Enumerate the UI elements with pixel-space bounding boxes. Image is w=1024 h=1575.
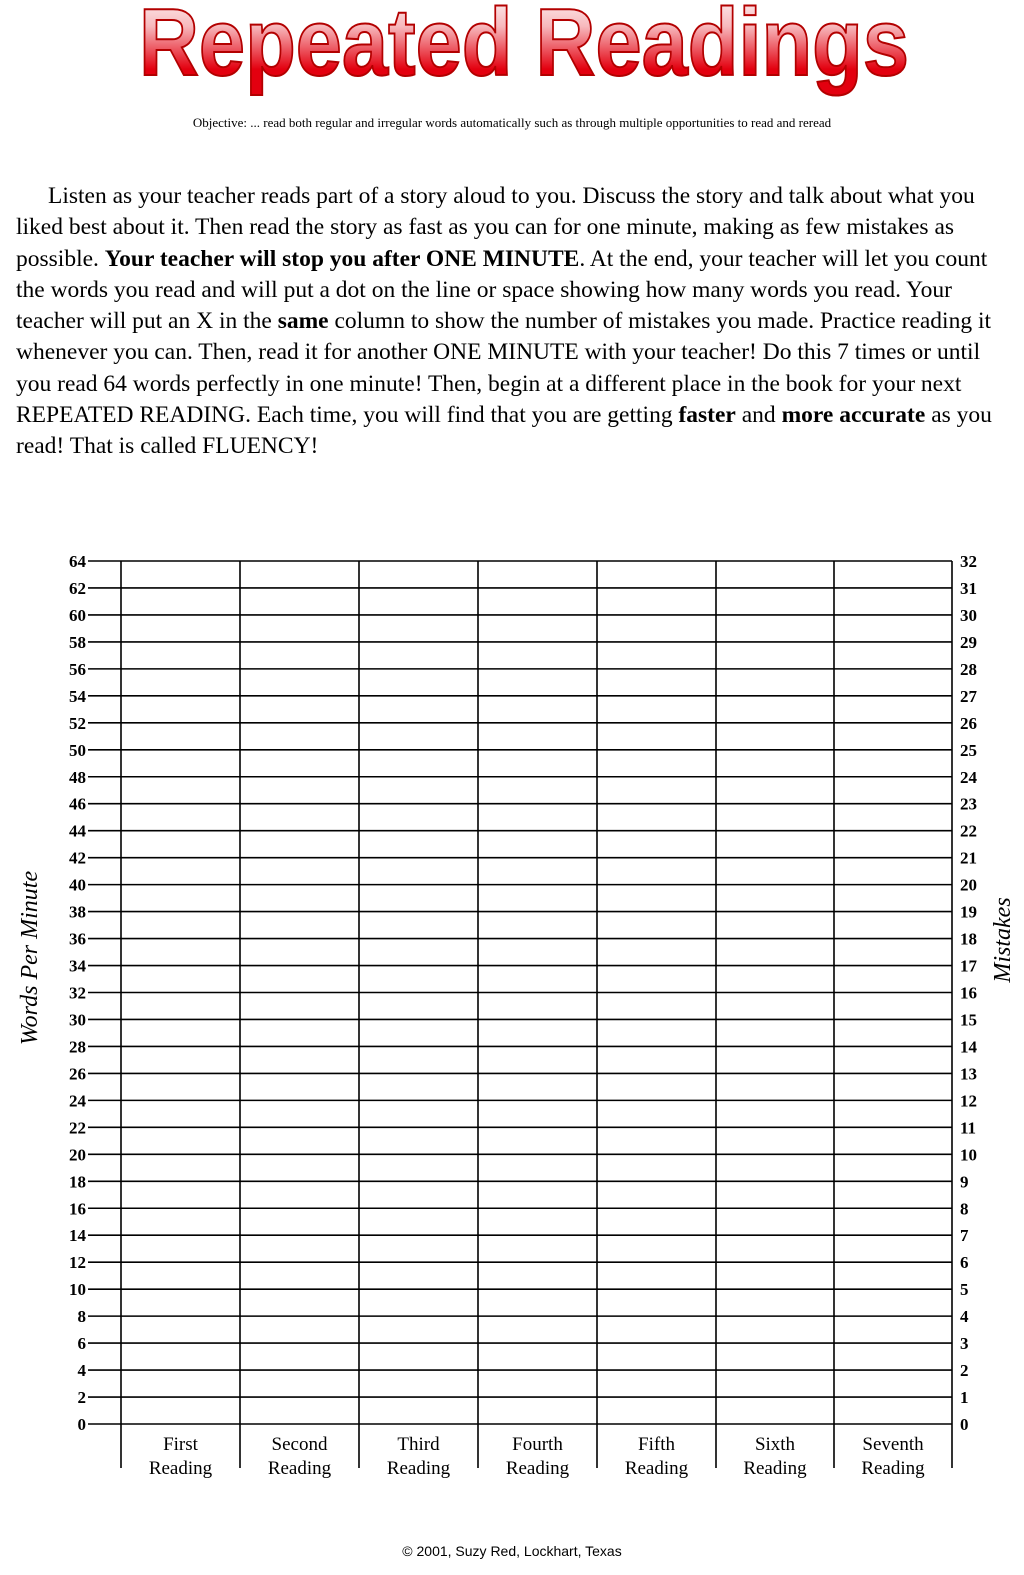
left-tick-label: 26 <box>69 1064 86 1084</box>
right-tick-label: 10 <box>960 1145 977 1165</box>
left-tick-label: 4 <box>77 1361 86 1381</box>
right-tick-label: 31 <box>960 578 977 598</box>
left-tick-label: 22 <box>69 1118 86 1138</box>
left-tick-label: 32 <box>69 983 86 1003</box>
left-tick-label: 44 <box>69 821 86 841</box>
column-label: Reading <box>505 1458 570 1479</box>
column-label: Fifth <box>638 1434 675 1455</box>
column-label: Reading <box>386 1458 451 1479</box>
left-tick-label: 28 <box>69 1037 86 1057</box>
left-tick-label: 48 <box>69 767 86 787</box>
right-tick-label: 2 <box>960 1361 969 1381</box>
right-tick-label: 28 <box>960 659 977 679</box>
column-label: First <box>163 1434 198 1455</box>
right-tick-label: 5 <box>960 1280 969 1300</box>
left-tick-label: 16 <box>69 1199 86 1219</box>
left-tick-label: 24 <box>69 1091 86 1111</box>
left-tick-label: 40 <box>69 875 86 895</box>
column-label: Fourth <box>512 1434 563 1455</box>
column-label: Reading <box>148 1458 213 1479</box>
instruction-text: and <box>735 402 782 429</box>
right-tick-label: 24 <box>960 767 977 787</box>
right-tick-label: 21 <box>960 848 977 868</box>
left-tick-label: 46 <box>69 794 86 814</box>
left-tick-label: 10 <box>69 1280 86 1300</box>
left-tick-label: 38 <box>69 902 86 922</box>
left-tick-label: 50 <box>69 740 86 760</box>
left-tick-label: 0 <box>77 1415 86 1434</box>
left-tick-label: 62 <box>69 578 86 598</box>
column-label: Third <box>397 1434 440 1455</box>
left-tick-label: 12 <box>69 1253 86 1273</box>
left-tick-label: 54 <box>69 686 86 706</box>
right-tick-label: 20 <box>960 875 977 895</box>
right-tick-label: 29 <box>960 632 977 652</box>
right-tick-label: 32 <box>960 552 977 571</box>
right-tick-label: 22 <box>960 821 977 841</box>
column-label: Reading <box>624 1458 689 1479</box>
instruction-text: . At the end, your teacher will let you count the words you read and will put a dot on the line or space showing how many words you read. Your teacher will put an X in the <box>16 245 988 335</box>
right-tick-label: 12 <box>960 1091 977 1111</box>
left-tick-label: 52 <box>69 713 86 733</box>
left-tick-label: 2 <box>77 1388 86 1408</box>
left-tick-label: 42 <box>69 848 86 868</box>
right-tick-label: 4 <box>960 1307 969 1327</box>
right-tick-label: 30 <box>960 605 977 625</box>
column-label: Reading <box>743 1458 807 1479</box>
instruction-text: column to show the number of mistakes you made. Practice reading it whenever you can. Then, read it for another ONE MINUTE with your teacher! Do this 7 times or until you read 64 words perfectly in one minute! Then, begin at a different place in the book for your next REPEATED READING. Each time, you will find that you are getting <box>16 308 991 429</box>
left-tick-label: 6 <box>77 1334 86 1354</box>
left-tick-label: 14 <box>69 1226 86 1246</box>
left-tick-label: 8 <box>77 1307 86 1327</box>
instruction-emphasis: same <box>277 308 329 335</box>
reading-chart <box>0 540 1024 1490</box>
instructions-paragraph <box>16 181 1008 463</box>
left-tick-label: 18 <box>69 1172 86 1192</box>
right-tick-label: 3 <box>960 1334 969 1354</box>
right-tick-label: 6 <box>960 1253 969 1273</box>
instruction-emphasis: faster <box>678 402 736 429</box>
right-tick-label: 19 <box>960 902 977 922</box>
instruction-text: as you read! That is called FLUENCY! <box>16 402 992 460</box>
right-tick-label: 27 <box>960 686 977 706</box>
right-tick-label: 9 <box>960 1172 969 1192</box>
left-tick-label: 56 <box>69 659 86 679</box>
right-tick-label: 8 <box>960 1199 969 1219</box>
right-tick-label: 17 <box>960 956 977 976</box>
right-tick-label: 11 <box>960 1118 977 1138</box>
right-tick-label: 23 <box>960 794 977 814</box>
column-label: Reading <box>861 1458 925 1479</box>
page-title: Repeated Readings <box>139 0 909 96</box>
left-tick-label: 36 <box>69 929 86 949</box>
right-tick-label: 1 <box>960 1388 969 1408</box>
column-label: Reading <box>267 1458 332 1479</box>
right-tick-label: 7 <box>960 1226 969 1246</box>
left-tick-label: 34 <box>69 956 86 976</box>
column-label: Sixth <box>754 1434 796 1455</box>
right-tick-label: 26 <box>960 713 977 733</box>
instruction-text: Listen as your teacher reads part of a story aloud to you. Discuss the story and talk about what you liked best about it. Then read the story as fast as you can for one minute, making as few mistakes as possible. <box>16 183 975 272</box>
instruction-emphasis: Your teacher will stop you after ONE MINUTE <box>104 245 580 272</box>
left-tick-label: 20 <box>69 1145 86 1165</box>
column-label: Seventh <box>862 1434 924 1455</box>
right-tick-label: 25 <box>960 740 977 760</box>
left-tick-label: 60 <box>69 605 86 625</box>
left-axis-label: Words Per Minute <box>17 870 43 1046</box>
right-tick-label: 14 <box>960 1037 977 1057</box>
instruction-emphasis: more accurate <box>781 402 926 429</box>
left-tick-label: 58 <box>69 632 86 652</box>
right-tick-label: 18 <box>960 929 977 949</box>
copyright-notice: © 2001, Suzy Red, Lockhart, Texas <box>402 1543 622 1559</box>
right-tick-label: 15 <box>960 1010 977 1030</box>
left-tick-label: 30 <box>69 1010 86 1030</box>
column-label: Second <box>271 1434 328 1455</box>
title-banner <box>0 0 1024 112</box>
left-tick-label: 64 <box>69 552 86 571</box>
right-tick-label: 13 <box>960 1064 977 1084</box>
right-tick-label: 0 <box>960 1415 969 1434</box>
right-tick-label: 16 <box>960 983 977 1003</box>
objective-text: Objective: ... read both regular and irregular words automatically such as through multiple opportunities to read and reread <box>192 115 832 130</box>
right-axis-label: Mistakes <box>990 897 1016 983</box>
